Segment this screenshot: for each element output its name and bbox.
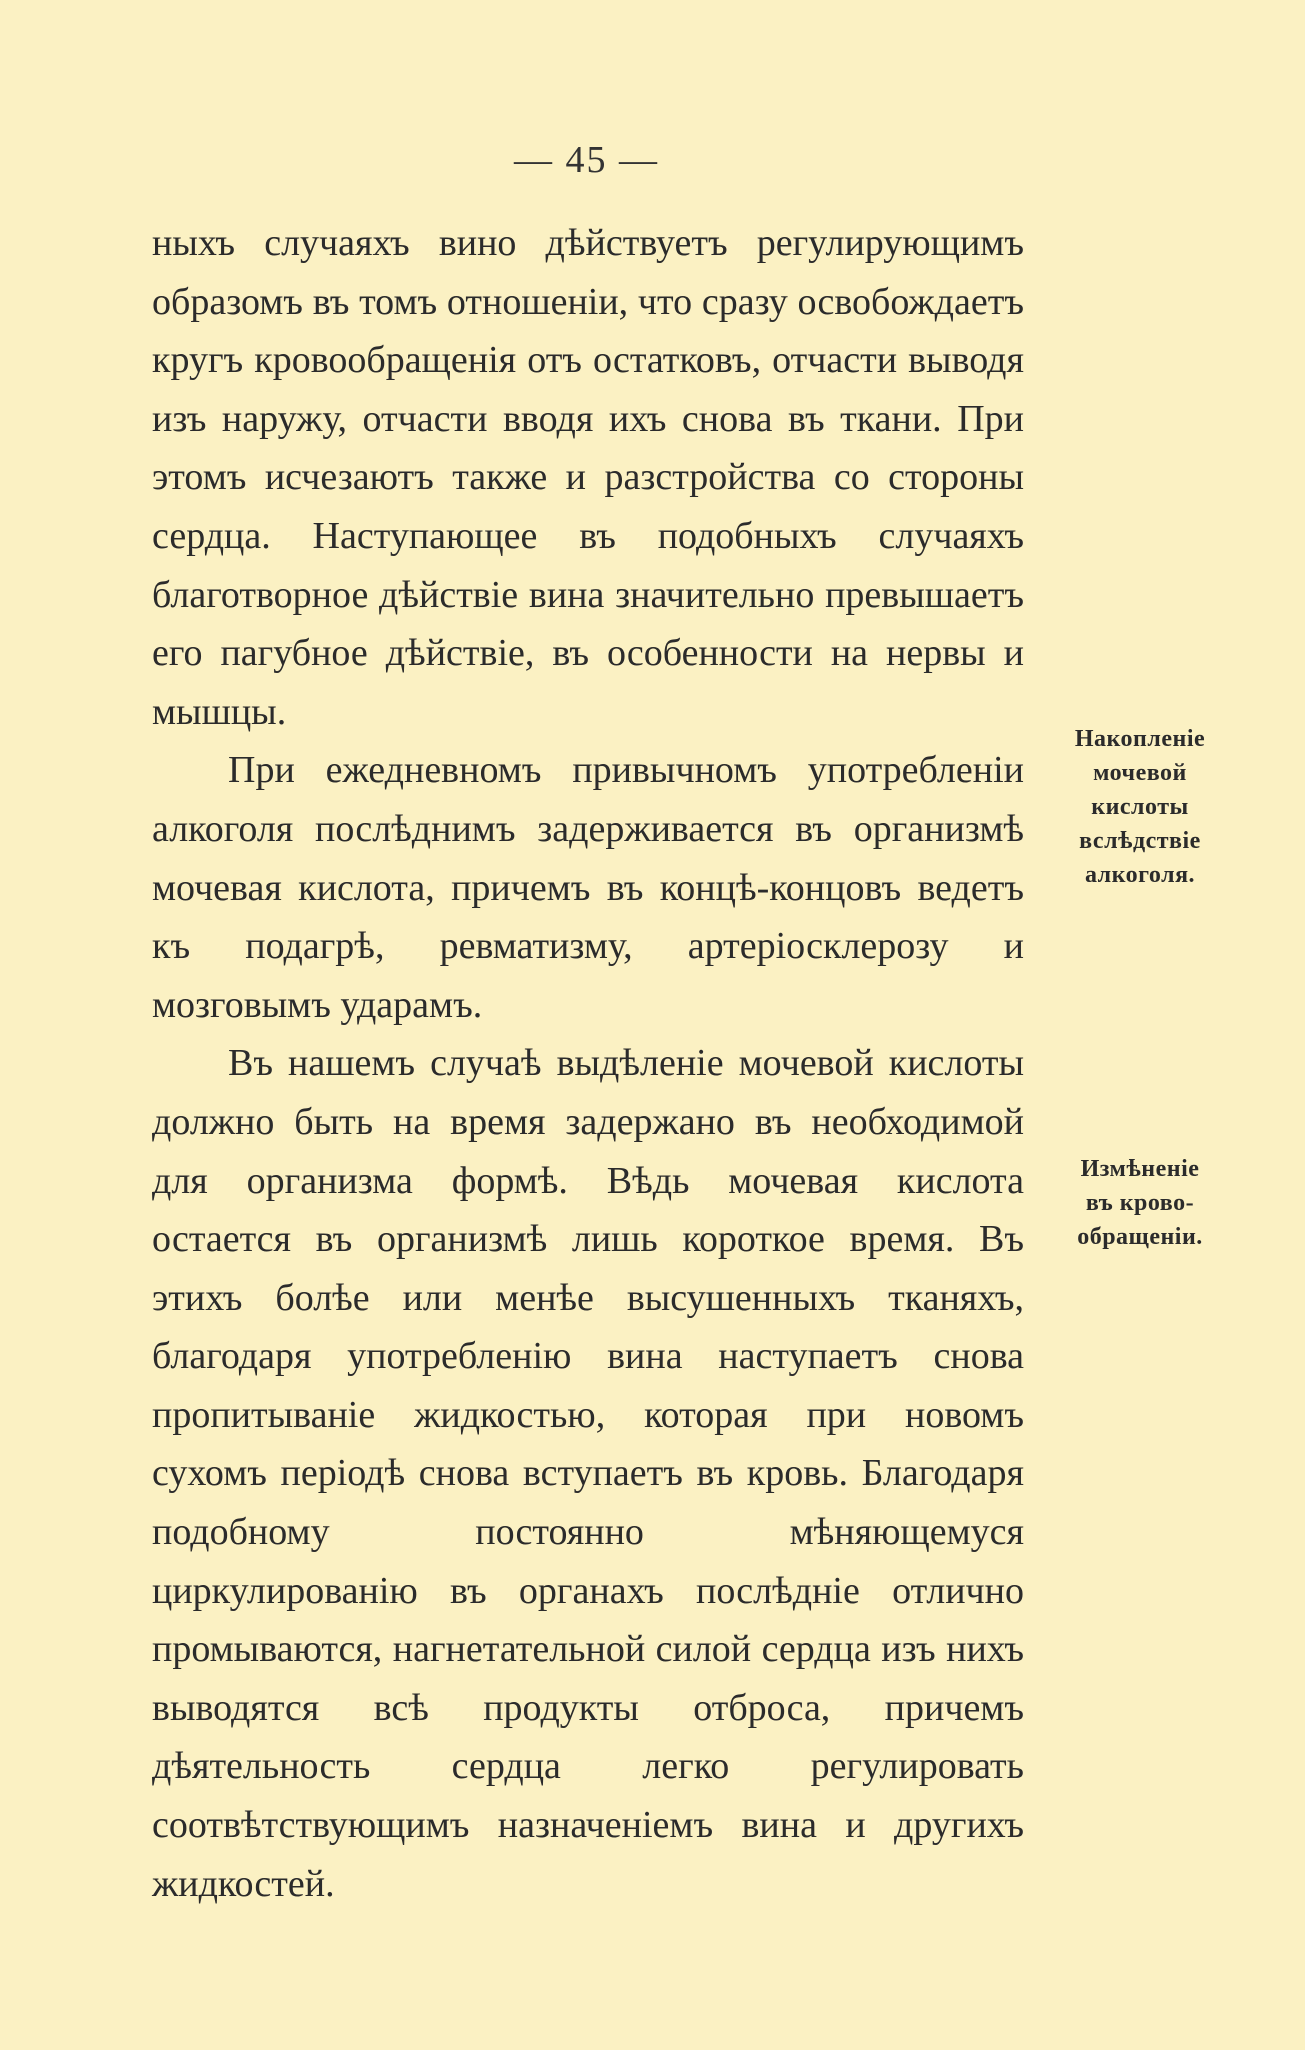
page-edge [1305, 0, 1313, 2050]
paragraph-3: Въ нашемъ случаѣ выдѣленiе мочевой кислоты должно быть на время задержано въ необходимой для организма формѣ. Вѣдь мочевая кислота остается въ организмѣ лишь короткое время. Въ этихъ болѣе или менѣе высушенныхъ тканяхъ, благодаря употребленiю вина наступаетъ снова пропитыванiе жидкостью, которая при новомъ сухомъ перiодѣ снова вступаетъ въ кровь. Благодаря подобному постоянно мѣняющемуся циркулированiю въ органахъ послѣднiе отлично промываются, нагнетательной силой сердца изъ нихъ выводятся всѣ продукты отброса, причемъ дѣятельность сердца легко регулировать соотвѣтствующимъ назначенiемъ вина и другихъ жидкостей. [152, 1042, 1024, 1905]
margin-note-line: Накопленiе [1074, 726, 1206, 752]
margin-note-line: Измѣненiе [1080, 1156, 1200, 1182]
paragraph-2: При ежедневномъ привычномъ употребленiи алкоголя послѣднимъ задерживается въ организмѣ мочевая кислота, причемъ въ концѣ-концовъ ведетъ къ подагрѣ, ревматизму, артерiосклерозу и мозговымъ ударамъ. [152, 749, 1024, 1026]
margin-note-uric-acid [1040, 722, 1240, 892]
paragraph-1: ныхъ случаяхъ вино дѣйствуетъ регулирующимъ образомъ въ томъ отношенiи, что сразу освобождаетъ кругъ кровообращенiя отъ остатковъ, отчасти выводя изъ наружу, отчасти вводя ихъ снова въ ткани. При этомъ исчезаютъ также и разстройства со стороны сердца. Наступающее въ подобныхъ случаяхъ благотворное дѣйствiе вина значительно превышаетъ его пагубное дѣйствiе, въ особенности на нервы и мышцы. [152, 222, 1024, 733]
margin-note-line: вслѣдствiе [1079, 828, 1201, 854]
margin-note-line: обращенiи. [1077, 1224, 1203, 1250]
page-number: — 45 — [514, 139, 659, 181]
margin-note-line: алкоголя. [1084, 862, 1196, 888]
margin-note-line: въ крово- [1085, 1190, 1195, 1216]
margin-note-line: кислоты [1091, 794, 1189, 820]
margin-note-line: мочевой [1093, 760, 1187, 786]
margin-note-circulation [1040, 1152, 1240, 1254]
main-text-column [152, 214, 1024, 1913]
